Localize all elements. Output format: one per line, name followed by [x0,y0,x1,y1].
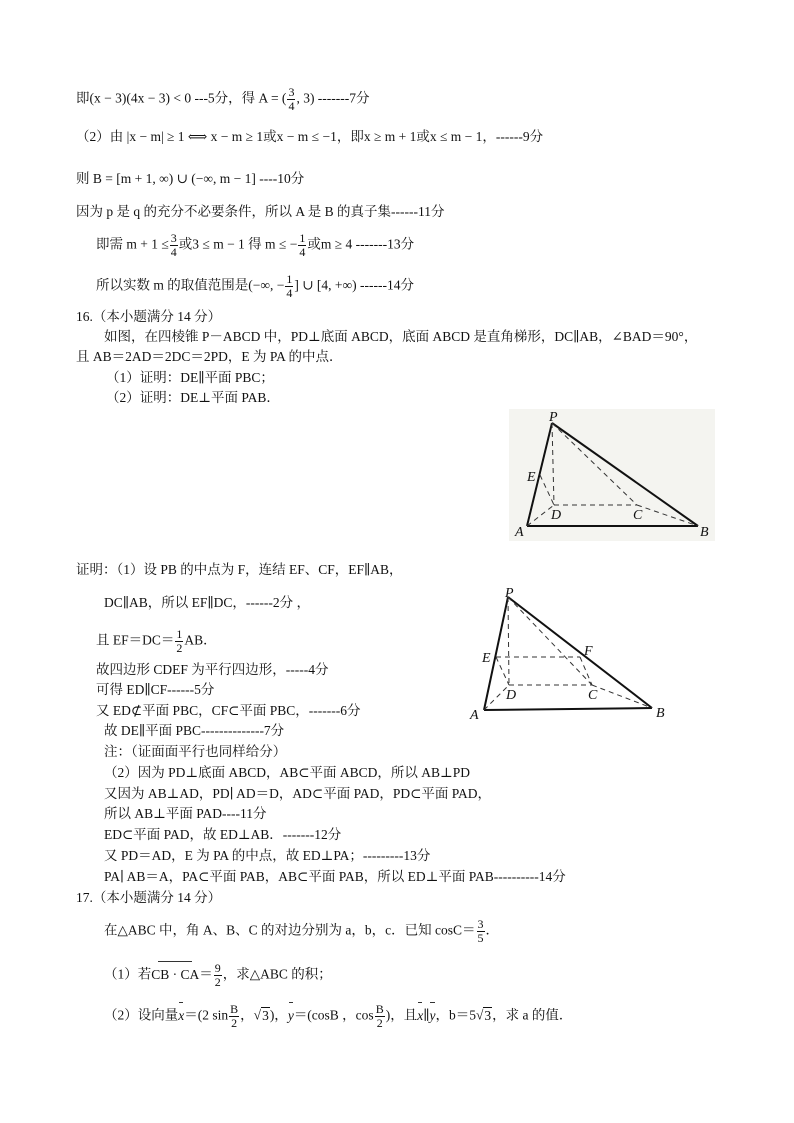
vector-product: CB · CA [151,966,200,982]
edge-ED [496,657,509,685]
q16-stem-1: 如图，在四棱锥 P－ABCD 中，PD⊥底面 ABCD，底面 ABCD 是直角梯形，DC∥AB，∠BAD＝90°， [104,329,698,344]
proof-line-2: DC∥AB，所以 EF∥DC，------2分 ， [104,595,310,610]
fraction: $\frac{3}{5}$ [477,917,484,945]
proof-line-11: 所以 AB⊥平面 PAD----11分 [104,806,267,821]
label-A: A [470,708,479,723]
fraction: $\frac{1}{4}$ [299,231,306,259]
fraction: $\frac{9}{2}$ [214,961,221,989]
edge-PC [508,597,592,685]
line-5: 即需 m + 1 ≤ $\frac{3}{4}$ 或3 ≤ m − 1 得 m ≤ − $\frac{1}{4}$ 或m ≥ 4 -------13分 [96,231,415,259]
proof-line-1: 证明：（1）设 PB 的中点为 F，连结 EF、CF，EF∥AB， [76,562,403,577]
label-E: E [482,651,491,666]
vector-y: y [287,1007,294,1023]
fraction: $\frac{1}{4}$ [286,272,293,300]
label-F: F [584,644,593,659]
vector-y-ref: y [429,1007,436,1023]
label-C: C [588,688,598,703]
q17-part-1: （1）若CB · CA＝ $\frac{9}{2}$ ，求△ABC 的积； [104,961,332,989]
q16-stem-2: 且 AB＝2AD＝2DC＝2PD，E 为 PA 的中点． [76,349,343,364]
line-3: 则 B = [m + 1, ∞) ∪ (−∞, m − 1] ----10分 [76,171,305,186]
q16-header: 16.（本小题满分 14 分） [76,309,222,324]
edge-PB [508,597,652,708]
fraction: $\frac{3}{4}$ [170,231,177,259]
vector-x-ref: x [417,1007,424,1023]
label-P: P [505,586,514,601]
line-6: 所以实数 m 的取值范围是(−∞, − $\frac{1}{4}$ ] ∪ [4, +∞) ------14分 [96,272,414,300]
fraction: $\frac{B}{2}$ [375,1002,384,1030]
line-1: 即(x − 3)(4x − 3) < 0 ---5分，得 A = ( $\frac{3}{4}$ , 3) -------7分 [76,85,370,113]
label-B: B [700,525,709,540]
proof-line-13: 又 PD＝AD，E 为 PA 的中点，故 ED⊥PA；---------13分 [104,848,431,863]
proof-line-8: 注：（证面面平行也同样给分） [104,744,287,759]
edge-AB [484,708,652,710]
fraction: $\frac{1}{2}$ [176,627,183,655]
line-2: （2）由 |x − m| ≥ 1 ⟺ x − m ≥ 1或x − m ≤ −1，即x ≥ m + 1或x ≤ m − 1，------9分 [76,129,544,144]
sqrt-value: 3 [484,1007,492,1023]
label-P: P [549,410,558,425]
proof-line-12: ED⊂平面 PAD，故 ED⊥AB．-------12分 [104,827,342,842]
proof-line-14: PA∣ AB＝A，PA⊂平面 PAB，AB⊂平面 PAB，所以 ED⊥平面 PAB----------14分 [104,869,566,884]
label-B: B [656,706,665,721]
fraction: $\frac{B}{2}$ [230,1002,239,1030]
label-A: A [515,525,524,540]
edge-CB [592,685,652,708]
edge-PD [508,597,509,685]
pyramid-figure-1 [505,405,720,545]
proof-line-5: 可得 ED∥CF------5分 [96,682,215,697]
proof-line-3: 且 EF＝DC＝ $\frac{1}{2}$ AB． [96,627,217,655]
label-D: D [551,508,562,523]
q17-part-2: （2）设向量x＝(2 sin $\frac{B}{2}$ ，√3)，y＝(cosB ，cos $\frac{B}{2}$ )，且x∥y，b＝5√3，求 a 的值． [104,1002,573,1030]
proof-line-9: （2）因为 PD⊥底面 ABCD，AB⊂平面 ABCD，所以 AB⊥PD [104,765,470,780]
proof-line-6: 又 ED⊄平面 PBC，CF⊂平面 PBC，-------6分 [96,703,361,718]
q16-part-1: （1）证明：DE∥平面 PBC； [106,370,274,385]
sqrt-value: 3 [262,1007,269,1023]
proof-line-7: 故 DE∥平面 PBC--------------7分 [104,723,285,738]
pyramid-figure-2 [462,585,677,725]
proof-line-4: 故四边形 CDEF 为平行四边形，-----4分 [96,662,329,677]
label-E: E [527,470,536,485]
q17-header: 17.（本小题满分 14 分） [76,890,222,905]
q16-part-2: （2）证明：DE⊥平面 PAB． [106,390,280,405]
line-4: 因为 p 是 q 的充分不必要条件，所以 A 是 B 的真子集------11分 [76,204,445,219]
proof-line-10: 又因为 AB⊥AD，PD∣ AD＝D，AD⊂平面 PAD，PD⊂平面 PAD， [104,786,492,801]
vector-x: x [178,1007,185,1023]
fraction: $\frac{3}{4}$ [288,85,295,113]
label-C: C [633,508,643,523]
label-D: D [506,688,517,703]
q17-stem: 在△ABC 中，角 A、B、C 的对边分别为 a，b，c．已知 cosC＝ $\frac{3}{5}$ ． [104,917,500,945]
